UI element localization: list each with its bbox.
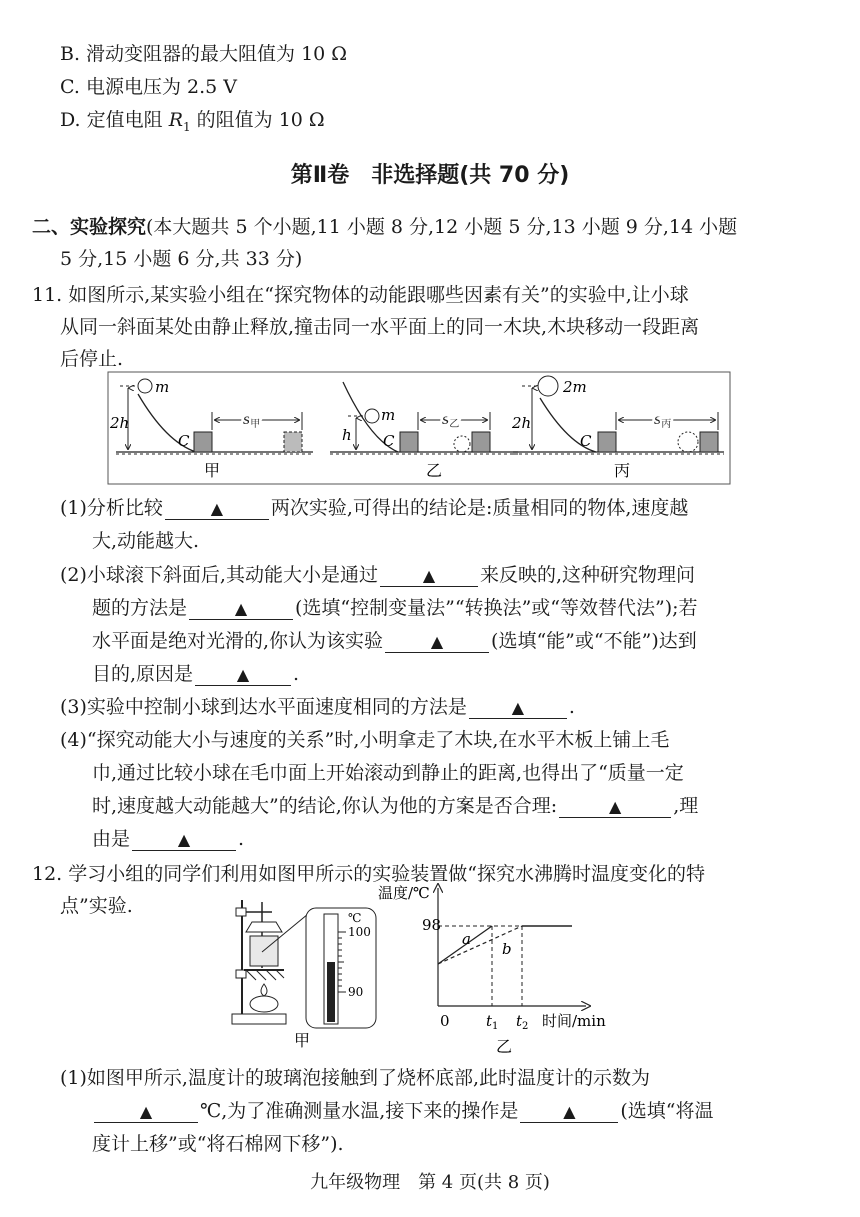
line-b-label: b: [502, 940, 512, 958]
part2-desc1: (本大题共 5 个小题,11 小题 8 分,12 小题 5 分,13 小题 9 分,14 小题: [146, 216, 738, 238]
svg-text:t1: [486, 1012, 498, 1032]
dist-label-jia: s: [243, 412, 251, 428]
blank-marker: ▲: [563, 1102, 576, 1121]
q11-p1-text-a: (1)分析比较: [60, 497, 163, 519]
q11-p2-text-g: 目的,原因是: [92, 663, 194, 685]
option-b: B. 滑动变阻器的最大阻值为 10 Ω: [60, 43, 348, 65]
answer-blank[interactable]: [385, 631, 489, 653]
q11-p4-line4: [92, 827, 244, 851]
t2-label: t: [516, 1012, 523, 1030]
q11-p2-text-f: (选填“能”或“不能”)达到: [491, 630, 697, 652]
height-jia: 2h: [110, 414, 130, 432]
blank-marker: ▲: [177, 830, 191, 849]
height-bing: 2h: [512, 414, 532, 432]
caption-jia: 甲: [204, 461, 221, 480]
dist-label-bing: s: [654, 412, 662, 428]
q12-p1-line1: (1)如图甲所示,温度计的玻璃泡接触到了烧杯底部,此时温度计的示数为: [60, 1067, 650, 1089]
line-a-label: a: [462, 930, 471, 948]
q11-p1-line2: 大,动能越大.: [92, 530, 200, 552]
page-footer: 九年级物理 第 4 页(共 8 页): [310, 1172, 550, 1193]
x-axis-label: 时间/min: [542, 1012, 606, 1030]
y-axis-label: 温度/℃: [378, 884, 430, 902]
svg-text:s丙: [654, 412, 671, 430]
q11-p2-line4: [92, 662, 299, 686]
blank-marker: ▲: [511, 698, 525, 717]
graph-caption: 乙: [496, 1037, 513, 1056]
mass-yi: m: [381, 406, 396, 424]
answer-blank[interactable]: [195, 664, 291, 686]
dist-sub-jia: 甲: [250, 419, 261, 430]
option-d-post: 的阻值为 10 Ω: [190, 109, 325, 131]
origin-label: 0: [440, 1012, 450, 1030]
q11-p4-text-d: ,理: [673, 795, 699, 817]
q11-p2-text-a: (2)小球滚下斜面后,其动能大小是通过: [60, 564, 378, 586]
q11-p3-text-a: (3)实验中控制小球到达水平面速度相同的方法是: [60, 696, 467, 718]
t1-label: t: [486, 1012, 493, 1030]
option-c: C. 电源电压为 2.5 V: [60, 76, 237, 98]
answer-blank[interactable]: [520, 1101, 618, 1123]
answer-blank[interactable]: [189, 598, 293, 620]
blank-marker: ▲: [422, 566, 436, 585]
t1-sub: 1: [492, 1021, 499, 1032]
q11-p4-line1: (4)“探究动能大小与速度的关系”时,小明拿走了木块,在水平木板上铺上毛: [60, 729, 670, 751]
option-d-sub: 1: [183, 119, 191, 134]
part2-line1: [32, 215, 737, 239]
svg-text:s甲: [243, 412, 260, 430]
beaker: [250, 936, 278, 966]
q11-p2-text-e: 水平面是绝对光滑的,你认为该实验: [92, 630, 384, 652]
option-d-pre: D. 定值电阻: [60, 109, 169, 131]
svg-text:t2: [516, 1012, 528, 1032]
blank-marker: ▲: [430, 632, 444, 651]
q11-p4-line2: 巾,通过比较小球在毛巾面上开始滚动到静止的距离,也得出了“质量一定: [92, 762, 684, 784]
q11-p4-text-c: 时,速度越大动能越大”的结论,你认为他的方案是否合理:: [92, 795, 558, 817]
q11-stem-1: 11. 如图所示,某实验小组在“探究物体的动能跟哪些因素有关”的实验中,让小球: [32, 284, 689, 306]
q11-p4-text-f: .: [238, 828, 245, 850]
answer-blank[interactable]: [132, 829, 236, 851]
panel-jia: [109, 378, 313, 480]
q11-stem-2: 从同一斜面某处由静止释放,撞击同一水平面上的同一木块,木块移动一段距离: [60, 316, 700, 338]
blank-marker: ▲: [236, 665, 250, 684]
q12-graph: [378, 880, 616, 1060]
panel-yi: [330, 382, 518, 480]
q11-p2-line3: [92, 629, 697, 653]
point-c-bing: C: [580, 432, 592, 450]
mass-jia: m: [155, 378, 170, 396]
part2-line2: 5 分,15 小题 6 分,共 33 分): [60, 248, 303, 270]
part2-heading: 二、实验探究: [32, 216, 147, 238]
q12-p1-line3: 度计上移”或“将石棉网下移”).: [92, 1133, 344, 1155]
q11-p1-line1: [60, 496, 688, 520]
q12-stem-2: 点”实验.: [60, 895, 133, 917]
option-d: [60, 108, 325, 139]
answer-blank[interactable]: [380, 565, 478, 587]
answer-blank[interactable]: [559, 796, 671, 818]
q11-p2-line2: [92, 596, 698, 620]
alcohol-lamp: [250, 996, 278, 1012]
q11-p4-line3: [92, 794, 698, 818]
thermo-unit: ℃: [348, 911, 362, 925]
blank-marker: ▲: [139, 1102, 153, 1121]
section-title: 第Ⅱ卷 非选择题(共 70 分): [290, 163, 570, 188]
option-d-var: R: [168, 109, 183, 131]
caption-yi: 乙: [426, 461, 443, 480]
thermometer-liquid: [327, 962, 335, 1022]
dist-sub-yi: 乙: [449, 419, 460, 430]
q12-p1-text-c: (选填“将温: [620, 1100, 714, 1122]
q11-stem-3: 后停止.: [60, 348, 124, 370]
q11-figure: [108, 372, 730, 484]
q11-p2-text-h: .: [293, 663, 300, 685]
q12-p1-text-b: ℃,为了准确测量水温,接下来的操作是: [200, 1100, 519, 1122]
point-c-jia: C: [178, 432, 190, 450]
answer-blank[interactable]: [165, 498, 269, 520]
stand-base: [232, 1014, 286, 1024]
apparatus-caption: 甲: [294, 1031, 311, 1050]
caption-bing: 丙: [614, 461, 631, 480]
q11-p2-line1: [60, 563, 695, 587]
q11-p3-text-b: .: [568, 696, 575, 718]
svg-text:s乙: [442, 412, 459, 430]
y-value-98: 98: [422, 916, 442, 934]
t2-sub: 2: [522, 1021, 529, 1032]
dist-label-yi: s: [442, 412, 450, 428]
dist-sub-bing: 丙: [661, 419, 672, 430]
q11-p2-text-d: (选填“控制变量法”“转换法”或“等效替代法”);若: [295, 597, 698, 619]
answer-blank[interactable]: [469, 697, 567, 719]
thermo-label-100: 100: [348, 925, 371, 939]
answer-blank[interactable]: [94, 1101, 198, 1123]
blank-marker: ▲: [609, 797, 622, 816]
q11-p2-text-b: 来反映的,这种研究物理问: [479, 564, 696, 586]
height-yi: h: [342, 426, 352, 444]
q12-stem-1: 12. 学习小组的同学们利用如图甲所示的实验装置做“探究水沸腾时温度变化的特: [32, 863, 705, 885]
q11-p2-text-c: 题的方法是: [92, 597, 188, 619]
blank-marker: ▲: [210, 499, 224, 518]
q11-p1-text-b: 两次实验,可得出的结论是:质量相同的物体,速度越: [270, 497, 689, 519]
point-c-yi: C: [383, 432, 395, 450]
q11-p4-text-e: 由是: [92, 828, 131, 850]
q12-p1-line2: [92, 1099, 713, 1123]
q12-apparatus-figure: [228, 892, 400, 1052]
q11-p3: [60, 695, 575, 719]
thermo-label-90: 90: [348, 985, 364, 999]
mass-bing: 2m: [563, 378, 587, 396]
blank-marker: ▲: [234, 599, 248, 618]
panel-bing: [511, 376, 724, 480]
